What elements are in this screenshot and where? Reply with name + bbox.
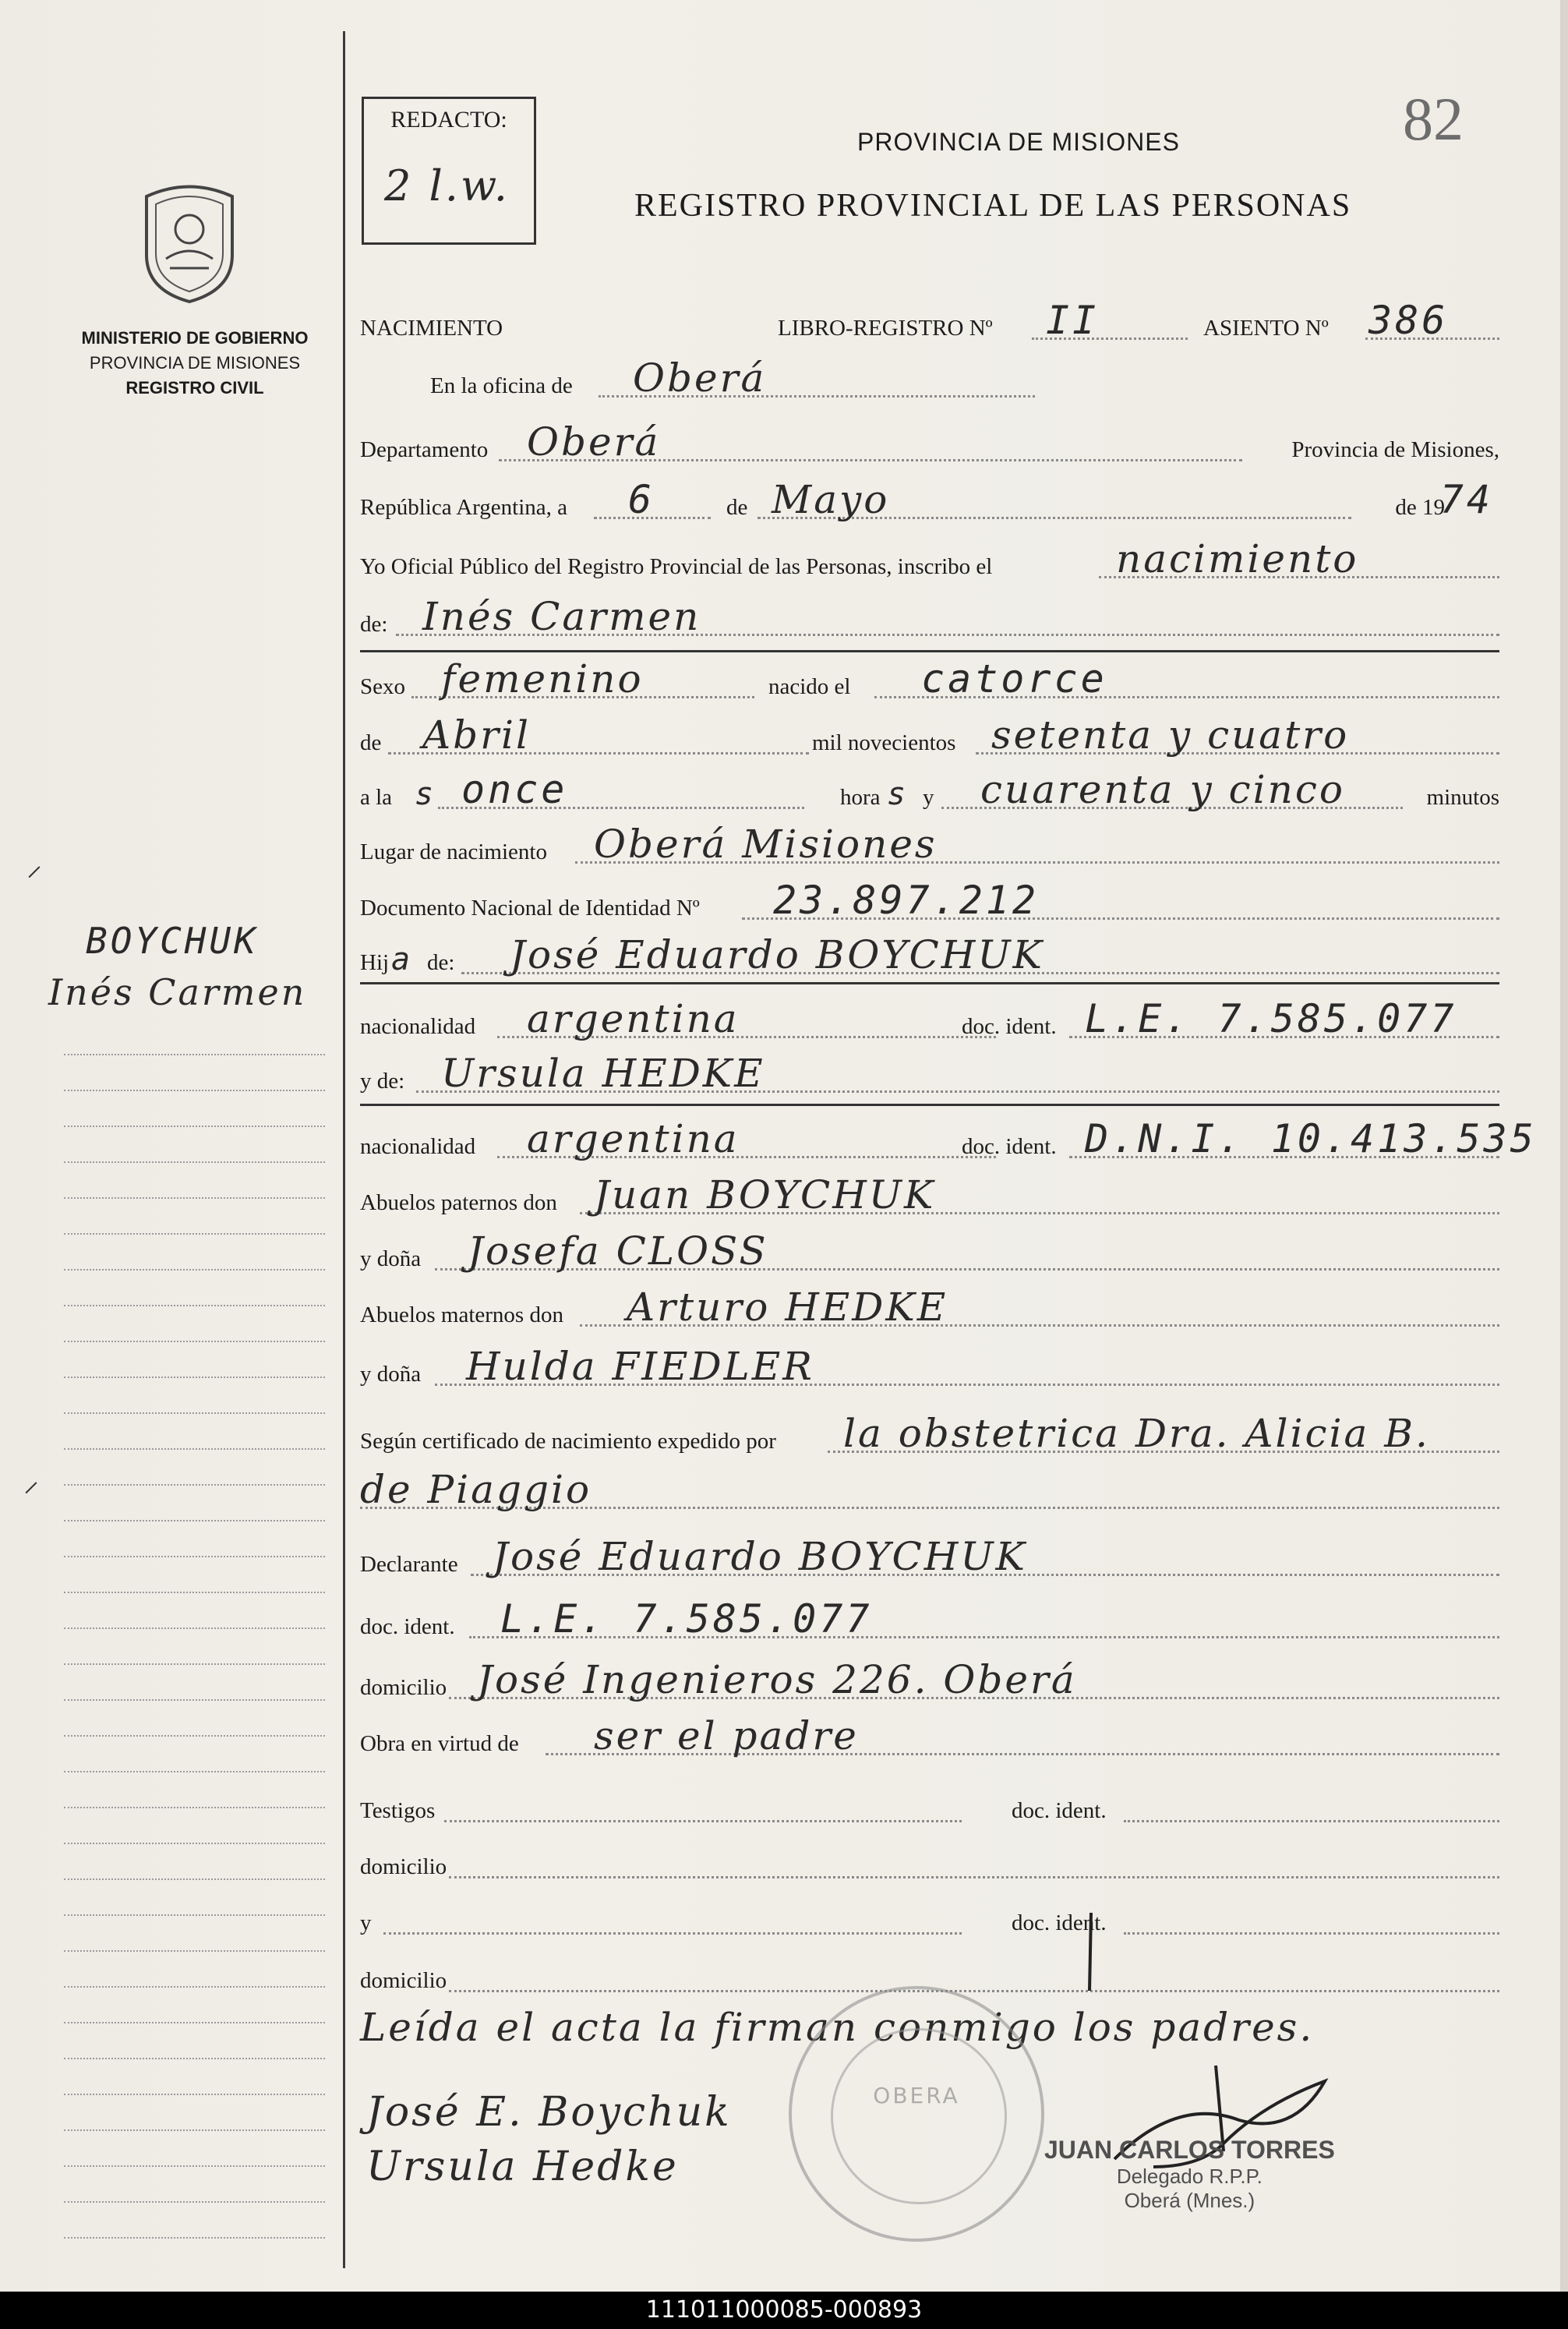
ala-suffix: s bbox=[415, 776, 437, 812]
stamp-text: OBERA bbox=[873, 2083, 960, 2108]
act-type-label: NACIMIENTO bbox=[360, 316, 503, 341]
ministry-line2: PROVINCIA DE MISIONES bbox=[89, 353, 301, 373]
row-departamento bbox=[360, 418, 1499, 472]
anio-prefix: de 19 bbox=[1395, 495, 1445, 520]
ministry-line1: MINISTERIO DE GOBIERNO bbox=[81, 328, 309, 348]
dona1-label: y doña bbox=[360, 1246, 422, 1271]
obra-label: Obra en virtud de bbox=[360, 1731, 519, 1756]
nac2-value: argentina bbox=[527, 1116, 740, 1161]
doc1-value: L.E. 7.585.077 bbox=[1085, 996, 1457, 1041]
divider bbox=[360, 982, 1499, 984]
padre-value: José Eduardo BOYCHUK bbox=[510, 932, 1044, 977]
y-label: y bbox=[923, 785, 934, 810]
official-name: JUAN CARLOS TORRES bbox=[1044, 2136, 1335, 2164]
row-declarante bbox=[360, 1532, 1499, 1587]
redacto-value: 2 l.w. bbox=[384, 161, 510, 210]
ministry-heading bbox=[55, 326, 335, 401]
nombre-value: Inés Carmen bbox=[422, 594, 701, 639]
provincia-label: Provincia de Misiones, bbox=[1291, 437, 1499, 462]
row-domicilio2 bbox=[360, 1835, 1499, 1889]
row-abuelos-maternos bbox=[360, 1283, 1499, 1338]
asiento-label: ASIENTO Nº bbox=[1203, 316, 1329, 341]
folio-number: 82 bbox=[1403, 85, 1464, 153]
leida-value: Leída el acta la firman conmigo los padres. bbox=[360, 2005, 1315, 2050]
doc5-label: doc. ident. bbox=[1012, 1910, 1107, 1935]
redacto-label: REDACTO: bbox=[390, 107, 507, 133]
province-title: PROVINCIA DE MISIONES bbox=[857, 128, 1180, 156]
provincial-seal-icon bbox=[139, 181, 240, 306]
departamento-label: Departamento bbox=[360, 437, 489, 462]
margin-lines bbox=[64, 1020, 325, 2239]
asiento-value: 386 bbox=[1368, 298, 1449, 343]
signature-father: José E. Boychuk bbox=[366, 2089, 732, 2136]
row-abuela-paterna bbox=[360, 1227, 1499, 1281]
lugar-label: Lugar de nacimiento bbox=[360, 839, 547, 864]
sexo-value: femenino bbox=[441, 656, 644, 702]
row-domicilio bbox=[360, 1656, 1499, 1710]
row-certificado bbox=[360, 1409, 1499, 1464]
tick-mark-icon: ⸝ bbox=[23, 1463, 39, 1499]
minutos-value: cuarenta y cinco bbox=[980, 767, 1345, 812]
domicilio-label: domicilio bbox=[360, 1675, 447, 1700]
de3-label: de bbox=[360, 730, 382, 755]
divider bbox=[360, 650, 1499, 652]
row-sexo bbox=[360, 655, 1499, 709]
row-inscribo bbox=[360, 535, 1499, 589]
nac1-value: argentina bbox=[527, 996, 740, 1041]
official-block bbox=[1044, 2136, 1335, 2213]
row-doc-declarante bbox=[360, 1595, 1499, 1649]
dona1-value: Josefa CLOSS bbox=[468, 1228, 768, 1274]
obra-value: ser el padre bbox=[594, 1713, 859, 1758]
row-nac-padre bbox=[360, 995, 1499, 1049]
cert-label: Según certificado de nacimiento expedido por bbox=[360, 1429, 776, 1454]
official-title: Delegado R.P.P. bbox=[1116, 2165, 1263, 2188]
de2-label: de: bbox=[360, 612, 388, 637]
official-stamp bbox=[789, 1986, 1044, 2242]
inscribo-label: Yo Oficial Público del Registro Provincial de las Personas, inscribo el bbox=[360, 554, 993, 579]
nacido-value: catorce bbox=[921, 656, 1107, 702]
nac2-label: nacionalidad bbox=[360, 1134, 476, 1159]
nacido-label: nacido el bbox=[768, 674, 851, 699]
ab-mat-label: Abuelos maternos don bbox=[360, 1302, 563, 1327]
departamento-value: Oberá bbox=[527, 419, 661, 465]
doc3-value: L.E. 7.585.077 bbox=[500, 1596, 873, 1642]
anio-nac-value: setenta y cuatro bbox=[991, 712, 1350, 758]
margin-surname: BOYCHUK bbox=[86, 920, 259, 962]
footer-id: 111011000085-000893 bbox=[0, 2292, 1568, 2329]
oficina-value: Oberá bbox=[633, 355, 767, 401]
row-madre bbox=[360, 1049, 1499, 1104]
inscribo-value: nacimiento bbox=[1116, 536, 1359, 581]
minutos-label: minutos bbox=[1426, 785, 1499, 810]
row-lugar bbox=[360, 820, 1499, 875]
row-nac-madre bbox=[360, 1115, 1537, 1169]
mes-value: Mayo bbox=[772, 477, 890, 522]
horas-suffix: s bbox=[887, 776, 909, 812]
declarante-value: José Eduardo BOYCHUK bbox=[493, 1534, 1027, 1579]
dni-label: Documento Nacional de Identidad Nº bbox=[360, 896, 700, 921]
row-testigos bbox=[360, 1779, 1499, 1833]
mes-nac-value: Abril bbox=[422, 712, 531, 758]
madre-value: Ursula HEDKE bbox=[441, 1051, 765, 1096]
sexo-label: Sexo bbox=[360, 674, 405, 699]
cert-value1: la obstetrica Dra. Alicia B. bbox=[843, 1411, 1430, 1456]
row-abuela-materna bbox=[360, 1342, 1499, 1397]
ala-label: a la bbox=[360, 785, 393, 810]
official-place: Oberá (Mnes.) bbox=[1124, 2189, 1255, 2212]
dona2-label: y doña bbox=[360, 1362, 422, 1387]
row-act-type bbox=[360, 296, 1499, 351]
lugar-value: Oberá Misiones bbox=[594, 822, 938, 867]
domicilio2-label: domicilio bbox=[360, 1854, 447, 1879]
pen-stroke bbox=[1083, 1910, 1099, 1995]
hij-de-label: de: bbox=[427, 950, 455, 975]
dia-value: 6 bbox=[628, 477, 655, 522]
domicilio-value: José Ingenieros 226. Oberá bbox=[477, 1657, 1077, 1702]
doc1-label: doc. ident. bbox=[962, 1014, 1057, 1039]
ministry-line3: REGISTRO CIVIL bbox=[125, 378, 264, 398]
testigos-label: Testigos bbox=[360, 1798, 436, 1823]
hij-label: Hij bbox=[360, 950, 390, 975]
row-certificado-cont bbox=[360, 1465, 1499, 1520]
libro-value: II bbox=[1046, 298, 1100, 343]
de-label: de bbox=[726, 495, 748, 520]
ab-pat-label: Abuelos paternos don bbox=[360, 1190, 557, 1215]
doc3-label: doc. ident. bbox=[360, 1614, 455, 1639]
row-fecha bbox=[360, 475, 1499, 530]
page-edge bbox=[1560, 0, 1568, 2292]
oficina-label: En la oficina de bbox=[430, 373, 573, 398]
nac1-label: nacionalidad bbox=[360, 1014, 476, 1039]
row-mes-nac bbox=[360, 711, 1499, 765]
horas-label: hora bbox=[840, 785, 881, 810]
ab-mat-value: Arturo HEDKE bbox=[627, 1285, 948, 1330]
row-abuelos-paternos bbox=[360, 1171, 1499, 1225]
margin-rule bbox=[343, 31, 345, 2268]
doc4-label: doc. ident. bbox=[1012, 1798, 1107, 1823]
row-obra bbox=[360, 1712, 1499, 1766]
dni-value: 23.897.212 bbox=[773, 878, 1040, 923]
row-testigo2 bbox=[360, 1891, 1499, 1946]
libro-label: LIBRO-REGISTRO Nº bbox=[778, 316, 993, 341]
signature-mother: Ursula Hedke bbox=[366, 2143, 679, 2190]
mil-label: mil novecientos bbox=[812, 730, 956, 755]
dona2-value: Hulda FIEDLER bbox=[466, 1344, 814, 1389]
row-hijo bbox=[360, 931, 1499, 985]
y2-label: y bbox=[360, 1910, 372, 1935]
cert-value2: de Piaggio bbox=[360, 1467, 592, 1512]
doc2-value: D.N.I. 10.413.535 bbox=[1085, 1116, 1537, 1161]
republica-label: República Argentina, a bbox=[360, 495, 568, 520]
hij-suffix: a bbox=[391, 942, 414, 977]
ab-pat-value: Juan BOYCHUK bbox=[594, 1172, 936, 1218]
domicilio3-label: domicilio bbox=[360, 1968, 447, 1993]
margin-given-name: Inés Carmen bbox=[48, 971, 307, 1013]
yde-label: y de: bbox=[360, 1069, 405, 1094]
tick-mark-icon: ⸝ bbox=[26, 847, 42, 883]
registry-title: REGISTRO PROVINCIAL DE LAS PERSONAS bbox=[634, 188, 1352, 224]
redacto-box bbox=[362, 97, 536, 245]
row-nombre bbox=[360, 592, 1499, 647]
divider bbox=[360, 1104, 1499, 1106]
hora-value: once bbox=[461, 767, 568, 812]
row-hora bbox=[360, 765, 1499, 820]
anio-value: 74 bbox=[1439, 477, 1493, 522]
doc2-label: doc. ident. bbox=[962, 1134, 1057, 1159]
row-oficina bbox=[360, 354, 1499, 408]
row-dni bbox=[360, 876, 1499, 931]
declarante-label: Declarante bbox=[360, 1552, 458, 1577]
